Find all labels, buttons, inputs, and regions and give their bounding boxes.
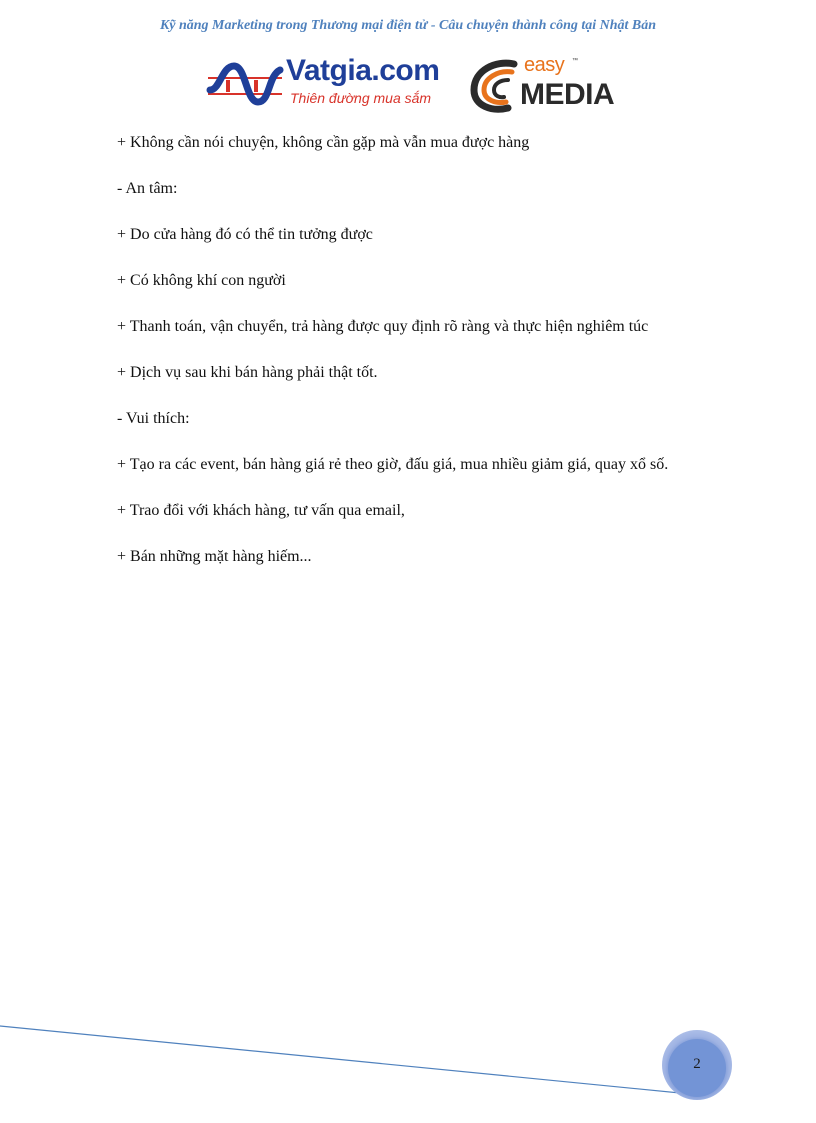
paragraph: + Tạo ra các event, bán hàng giá rẻ theo giờ, đấu giá, mua nhiều giảm giá, quay xổ số.: [117, 456, 669, 473]
vatgia-wave-icon: [206, 56, 284, 114]
vatgia-slogan: Thiên đường mua sắm: [290, 90, 432, 106]
easymedia-swirl-icon: [468, 58, 524, 114]
vatgia-logo: [206, 56, 456, 114]
page-number: 2: [693, 1056, 701, 1072]
page-number-badge: [662, 1030, 732, 1100]
paragraph: + Bán những mặt hàng hiếm...: [117, 548, 312, 565]
easymedia-media-text: MEDIA: [520, 78, 615, 111]
easymedia-tm-mark: ™: [572, 58, 578, 64]
paragraph: + Có không khí con người: [117, 272, 286, 289]
paragraph: + Dịch vụ sau khi bán hàng phải thật tốt.: [117, 364, 378, 381]
header-logos: [206, 56, 626, 116]
page-header-title: Kỹ năng Marketing trong Thương mại điện tử - Câu chuyện thành công tại Nhật Bản: [159, 18, 657, 33]
document-body: [117, 128, 703, 588]
paragraph: + Thanh toán, vận chuyển, trả hàng được quy định rõ ràng và thực hiện nghiêm túc: [117, 318, 649, 335]
easymedia-easy-text: easy: [524, 54, 565, 76]
paragraph: - An tâm:: [117, 180, 178, 197]
paragraph: + Do cửa hàng đó có thể tin tưởng được: [117, 226, 373, 243]
easymedia-logo: [468, 54, 626, 114]
paragraph: + Không cần nói chuyện, không cần gặp mà vẫn mua được hàng: [117, 134, 530, 151]
paragraph: - Vui thích:: [117, 410, 190, 427]
paragraph: + Trao đổi với khách hàng, tư vấn qua email,: [117, 502, 405, 519]
vatgia-logo-text: Vatgia.com: [286, 54, 440, 87]
